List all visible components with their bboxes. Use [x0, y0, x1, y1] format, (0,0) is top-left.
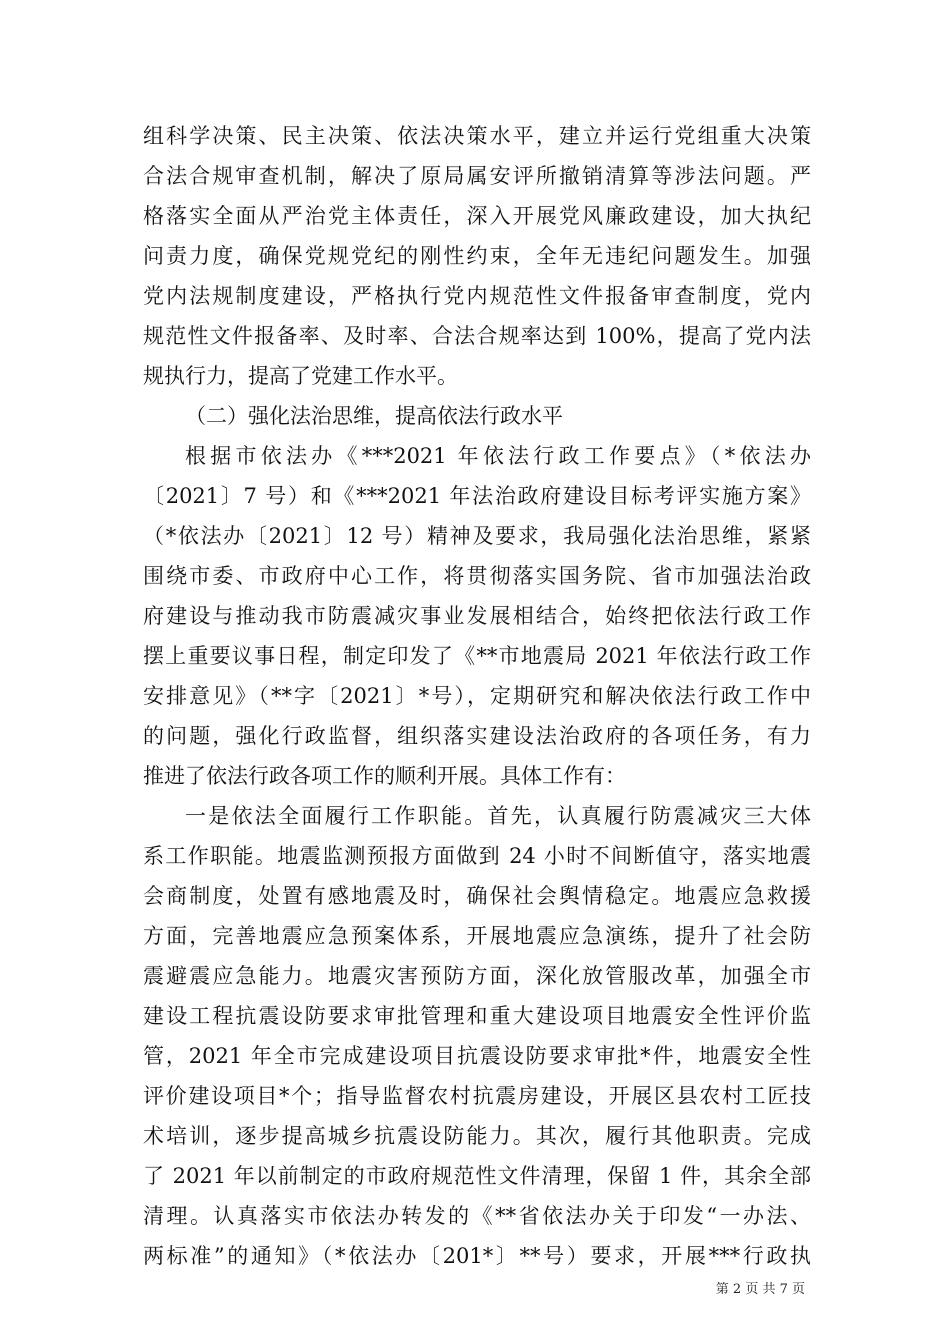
body-text-line: 〔2021〕7 号）和《***2021 年法治政府建设目标考评实施方案》: [143, 484, 811, 508]
body-text-line: 围绕市委、市政府中心工作，将贯彻落实国务院、省市加强法治政: [143, 564, 811, 588]
body-text-line: 安排意见》（**字〔2021〕*号），定期研究和解决依法行政工作中: [143, 684, 811, 708]
body-text-line: 两标准”的通知》（*依法办〔201*〕**号）要求，开展***行政执: [143, 1244, 811, 1268]
body-text-line: 术培训，逐步提高城乡抗震设防能力。其次，履行其他职责。完成: [143, 1124, 811, 1148]
body-text-line: 方面，完善地震应急预案体系，开展地震应急演练，提升了社会防: [143, 924, 811, 948]
section-heading: （二）强化法治思维，提高依法行政水平: [185, 404, 563, 428]
body-text-line: 格落实全面从严治党主体责任，深入开展党风廉政建设，加大执纪: [143, 204, 811, 228]
body-text-line: 推进了依法行政各项工作的顺利开展。具体工作有：: [143, 764, 626, 788]
body-text-line: 根据市依法办《***2021 年依法行政工作要点》（*依法办: [185, 444, 811, 468]
body-text-line: 组科学决策、民主决策、依法决策水平，建立并运行党组重大决策: [143, 124, 811, 148]
body-text-line: 摆上重要议事日程，制定印发了《**市地震局 2021 年依法行政工作: [143, 644, 811, 668]
body-text-line: 规执行力，提高了党建工作水平。: [143, 364, 458, 388]
body-text-line: 的问题，强化行政监督，组织落实建设法治政府的各项任务，有力: [143, 724, 811, 748]
body-text-line: 评价建设项目*个；指导监督农村抗震房建设，开展区县农村工匠技: [143, 1084, 811, 1108]
body-text-line: 清理。认真落实市依法办转发的《**省依法办关于印发“一办法、: [143, 1204, 811, 1228]
body-text-line: （*依法办〔2021〕12 号）精神及要求，我局强化法治思维，紧紧: [143, 524, 811, 548]
body-text-line: 一是依法全面履行工作职能。首先，认真履行防震减灾三大体: [185, 804, 811, 828]
page-number: 第 2 页 共 7 页: [715, 1282, 805, 1297]
body-text-line: 府建设与推动我市防震减灾事业发展相结合，始终把依法行政工作: [143, 604, 811, 628]
body-text-line: 管，2021 年全市完成建设项目抗震设防要求审批*件，地震安全性: [143, 1044, 811, 1068]
body-text-line: 会商制度，处置有感地震及时，确保社会舆情稳定。地震应急救援: [143, 884, 811, 908]
body-text-line: 建设工程抗震设防要求审批管理和重大建设项目地震安全性评价监: [143, 1004, 811, 1028]
body-text-line: 系工作职能。地震监测预报方面做到 24 小时不间断值守，落实地震: [143, 844, 811, 868]
body-text-line: 了 2021 年以前制定的市政府规范性文件清理，保留 1 件，其余全部: [143, 1164, 811, 1188]
body-text-line: 问责力度，确保党规党纪的刚性约束，全年无违纪问题发生。加强: [143, 244, 811, 268]
body-text-line: 规范性文件报备率、及时率、合法合规率达到 100%，提高了党内法: [143, 324, 811, 348]
body-text-line: 合法合规审查机制，解决了原局属安评所撤销清算等涉法问题。严: [143, 164, 811, 188]
body-text-line: 震避震应急能力。地震灾害预防方面，深化放管服改革，加强全市: [143, 964, 811, 988]
body-text-line: 党内法规制度建设，严格执行党内规范性文件报备审查制度，党内: [143, 284, 811, 308]
